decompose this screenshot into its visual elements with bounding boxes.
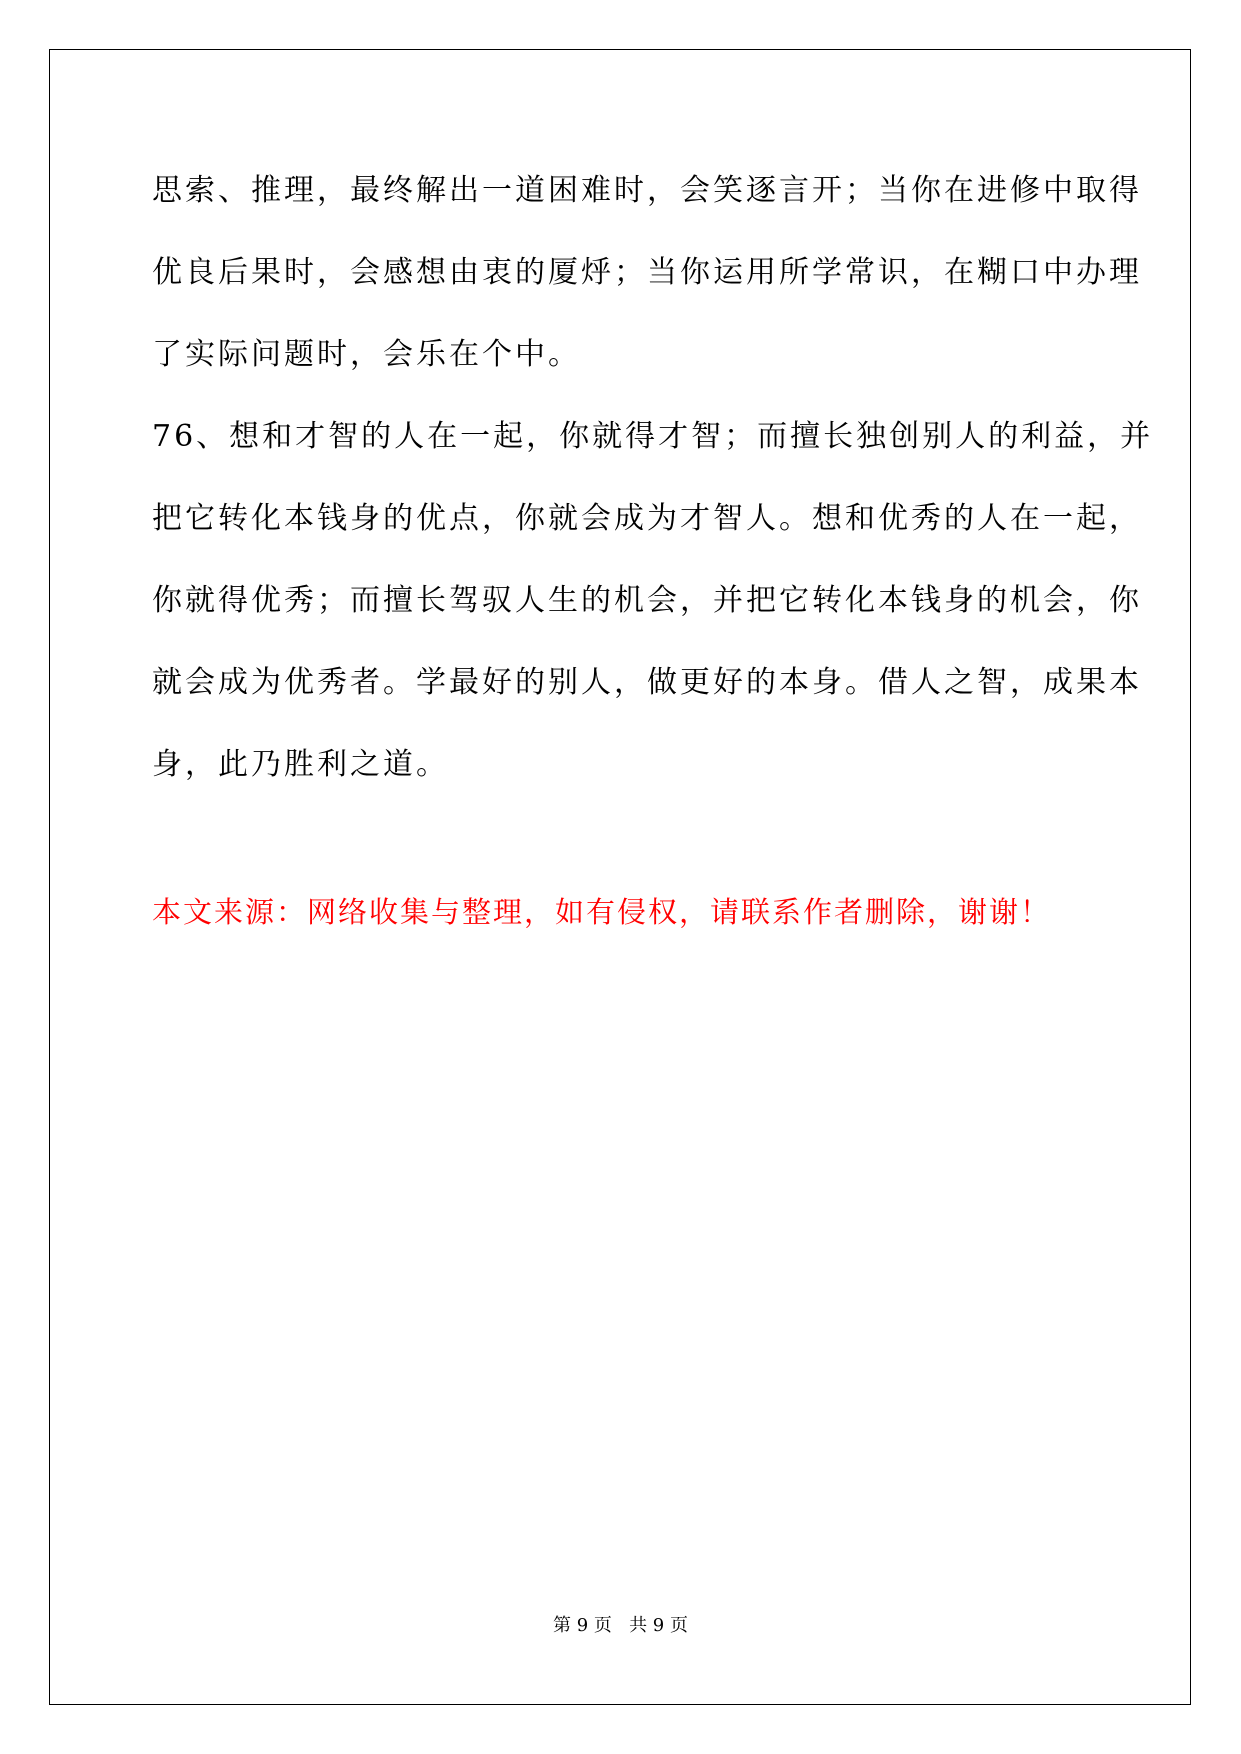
paragraph-2-line-5: 身，此乃胜利之道。 [152,747,449,782]
page-number-footer: 第 9 页 共 9 页 [553,1615,688,1636]
paragraph-2-line-2: 把它转化本钱身的优点，你就会成为才智人。想和优秀的人在一起， [152,501,1142,536]
paragraph-1-line-2: 优良后果时，会感想由衷的厦烀；当你运用所学常识，在糊口中办理 [152,255,1142,290]
paragraph-1-line-1: 思索、推理，最终解出一道困难时，会笑逐言开；当你在进修中取得 [152,173,1142,208]
paragraph-1-line-3: 了实际问题时，会乐在个中。 [152,337,581,372]
copyright-notice: 本文来源：网络收集与整理，如有侵权，请联系作者删除，谢谢！ [152,895,1052,929]
paragraph-2-line-1: 76、想和才智的人在一起，你就得才智；而擅长独创别人的利益，并 [152,419,1154,454]
paragraph-2-line-4: 就会成为优秀者。学最好的别人，做更好的本身。借人之智，成果本 [152,665,1142,700]
body-text [152,150,1154,806]
paragraph-2-line-3: 你就得优秀；而擅长驾驭人生的机会，并把它转化本钱身的机会，你 [152,583,1142,618]
